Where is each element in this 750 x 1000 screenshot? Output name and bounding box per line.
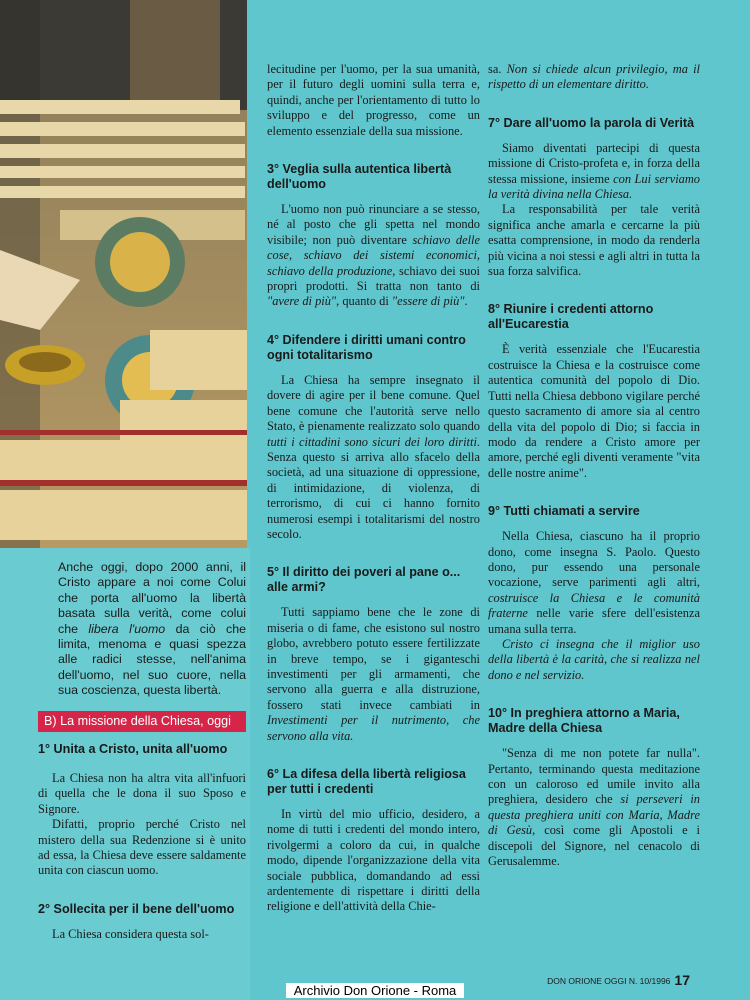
st-peters-basilica-photo bbox=[0, 0, 247, 548]
right-column-text bbox=[488, 62, 700, 869]
mid-paragraph-1 bbox=[267, 202, 480, 310]
heading-2: 2° Sollecita per il bene dell'uomo bbox=[38, 901, 235, 916]
mid-p3b: Investimenti per il nutrimento, che servono alla vita. bbox=[267, 713, 480, 743]
right-paragraph-4 bbox=[488, 529, 700, 637]
mid-paragraph-3 bbox=[267, 605, 480, 744]
right-paragraph-0 bbox=[488, 62, 700, 93]
intro-paragraph bbox=[58, 560, 246, 699]
mid-p1c: , schiavo dei suoi propri prodotti. Si tratta non tanto di bbox=[267, 263, 480, 294]
magazine-issue: DON ORIONE OGGI N. 10/1996 bbox=[547, 976, 671, 986]
right-p6a: "Senza di me non potete far nulla". Pertanto, terminando questa meditazione con un caloroso ed umile invito alla preghiera, desidero che bbox=[488, 746, 700, 807]
right-p4a: Nella Chiesa, ciascuno ha il proprio dono, come insegna S. Paolo. Questo dono, pur essendo una personale vocazione, serve parimenti agli altri, bbox=[488, 529, 700, 590]
right-p4c: nelle varie sfere dell'esistenza umana sulla terra. bbox=[488, 606, 700, 636]
paragraph-1: La Chiesa non ha altra vita all'infuori di quella che le dona il suo Sposo e Signore. bbox=[38, 771, 246, 816]
mid-p2b: tutti i cittadini sono sicuri dei loro diritti bbox=[267, 434, 477, 449]
right-p6c: , così come gli Apostoli e i discepoli del Signore, nel cenacolo di Gerusalemme. bbox=[488, 823, 701, 869]
archive-caption-text: Archivio Don Orione - Roma bbox=[286, 983, 465, 998]
middle-column-text bbox=[267, 62, 480, 915]
left-column-section bbox=[38, 711, 246, 942]
right-p6b: si perseveri in questa preghiera uniti con Maria, Madre di Gesù bbox=[488, 792, 701, 838]
heading-5: 5° Il diritto dei poveri al pane o... alle armi? bbox=[267, 565, 461, 595]
archive-caption bbox=[0, 983, 750, 998]
right-paragraph-6 bbox=[488, 746, 700, 869]
paragraph-3: La Chiesa considera questa sol- bbox=[52, 926, 209, 941]
right-p1a: Siamo diventati partecipi di questa missione di Cristo-profeta e, in forza della stessa missione, insieme bbox=[488, 140, 700, 186]
heading-8: 8° Riunire i credenti attorno all'Eucarestia bbox=[488, 302, 654, 332]
mid-p1e: , quanto di bbox=[336, 294, 392, 309]
heading-9: 9° Tutti chiamati a servire bbox=[488, 504, 640, 519]
right-paragraph-5 bbox=[488, 637, 700, 683]
mid-p1b: schiavo delle cose, schiavo dei sistemi economici, schiavo della produzione bbox=[267, 232, 480, 278]
mid-paragraph-0: lecitudine per l'uomo, per la sua umanità, per il futuro degli uomini sulla terra e, quindi, anche per l'orientamento di tutto lo sviluppo e del progresso, come un elemento essenziale della sua missione. bbox=[267, 62, 480, 138]
right-p5: Cristo ci insegna che il miglior uso della libertà è la carità, che si realizza nel dono e nel servizio. bbox=[488, 636, 700, 682]
right-paragraph-3: È verità essenziale che l'Eucarestia costruisce la Chiesa e la costruisce come autentica comunità del popolo di Dio. Tutti nella Chiesa debbono vigilare perché questo sacramento di amore sia al centro della vita del popolo di Dio; si faccia in modo da rendere a Cristo amore per amore, perché egli diventi veramente "vita delle nostre anime". bbox=[488, 342, 700, 480]
mid-p1d: "avere di più" bbox=[267, 294, 337, 309]
intro-text-a: Anche oggi, dopo 2000 anni, il Cristo appare a noi come Colui che porta all'uomo la libertà basata sulla verità, come colui che bbox=[58, 560, 246, 636]
page-number: 17 bbox=[674, 972, 690, 988]
intro-text-c: da ciò che limita, menoma e quasi spezza alle radici stesse, nell'anima dell'uomo, nel suo cuore, nella sua coscienza, questa libertà. bbox=[58, 621, 246, 698]
heading-4: 4° Difendere i diritti umani contro ogni totalitarismo bbox=[267, 332, 466, 362]
mid-p2c: . Senza questo si arriva allo sfacelo della società, ad una situazione di oppressione, di intimidazione, di violenza, di terrorismo, di cui ci hanno fornito numerosi esempi i totalitarismi del nostro secolo. bbox=[267, 434, 480, 541]
mid-p1a: L'uomo non può rinunciare a se stesso, né al posto che gli spetta nel mondo visibile; non può diventare bbox=[267, 202, 480, 247]
mission-section-title: B) La missione della Chiesa, oggi bbox=[38, 711, 246, 732]
left-column-text bbox=[58, 560, 246, 699]
paragraph-2: Difatti, proprio perché Cristo nel mistero della sua Redenzione si è unito ad essa, la Chiesa deve essere saldamente unita con ciascun uomo. bbox=[38, 817, 246, 878]
mid-p1g: . bbox=[464, 294, 468, 309]
heading-10: 10° In preghiera attorno a Maria, Madre della Chiesa bbox=[488, 706, 680, 736]
mid-paragraph-4: In virtù del mio ufficio, desidero, a nome di tutti i credenti del mondo intero, rivolgermi a coloro da cui, in qualche modo, dipende l'organizzazione della vita sociale pubblica, domandando ad essi ardentemente di rispettare i diritti della religione e dell'attività della Chie- bbox=[267, 807, 480, 914]
mid-p1f: "essere di più" bbox=[391, 294, 465, 309]
intro-text-b: libera l'uomo bbox=[88, 621, 166, 636]
heading-6: 6° La difesa della libertà religiosa per tutti i credenti bbox=[267, 767, 466, 796]
mid-paragraph-2 bbox=[267, 373, 480, 542]
heading-7: 7° Dare all'uomo la parola di Verità bbox=[488, 115, 695, 130]
mid-p3a: Tutti sappiamo bene che le zone di miseria o di fame, che esistono sul nostro globo, avrebbero potuto essere fertilizzate in breve tempo, se i giganteschi investimenti per gli armamenti, che servono alla guerra e alla distruzione, fossero stati invece cambiati in bbox=[267, 605, 480, 712]
mid-p2a: La Chiesa ha sempre insegnato il dovere di agire per il bene comune. Quel bene comune che l'autorità serve nello Stato, è pienamente realizzato solo quando bbox=[267, 372, 480, 434]
right-p0b: Non si chiede alcun privilegio, ma il rispetto di un elementare diritto. bbox=[488, 62, 700, 92]
right-p0a: sa. bbox=[488, 62, 507, 76]
right-paragraph-2: La responsabilità per tale verità significa anche amarla e cercarne la più esatta comprensione, in modo da renderla più vicina a noi stessi e agli altri in tutta la sua forza salvifica. bbox=[488, 202, 700, 279]
right-p4b: costruisce la Chiesa e le comunità fraterne bbox=[488, 590, 700, 621]
heading-1: 1° Unita a Cristo, unita all'uomo bbox=[38, 742, 228, 756]
right-p1b: con Lui serviamo la verità divina nella Chiesa. bbox=[488, 171, 700, 202]
right-paragraph-1 bbox=[488, 141, 700, 203]
heading-3: 3° Veglia sulla autentica libertà dell'uomo bbox=[267, 162, 452, 192]
